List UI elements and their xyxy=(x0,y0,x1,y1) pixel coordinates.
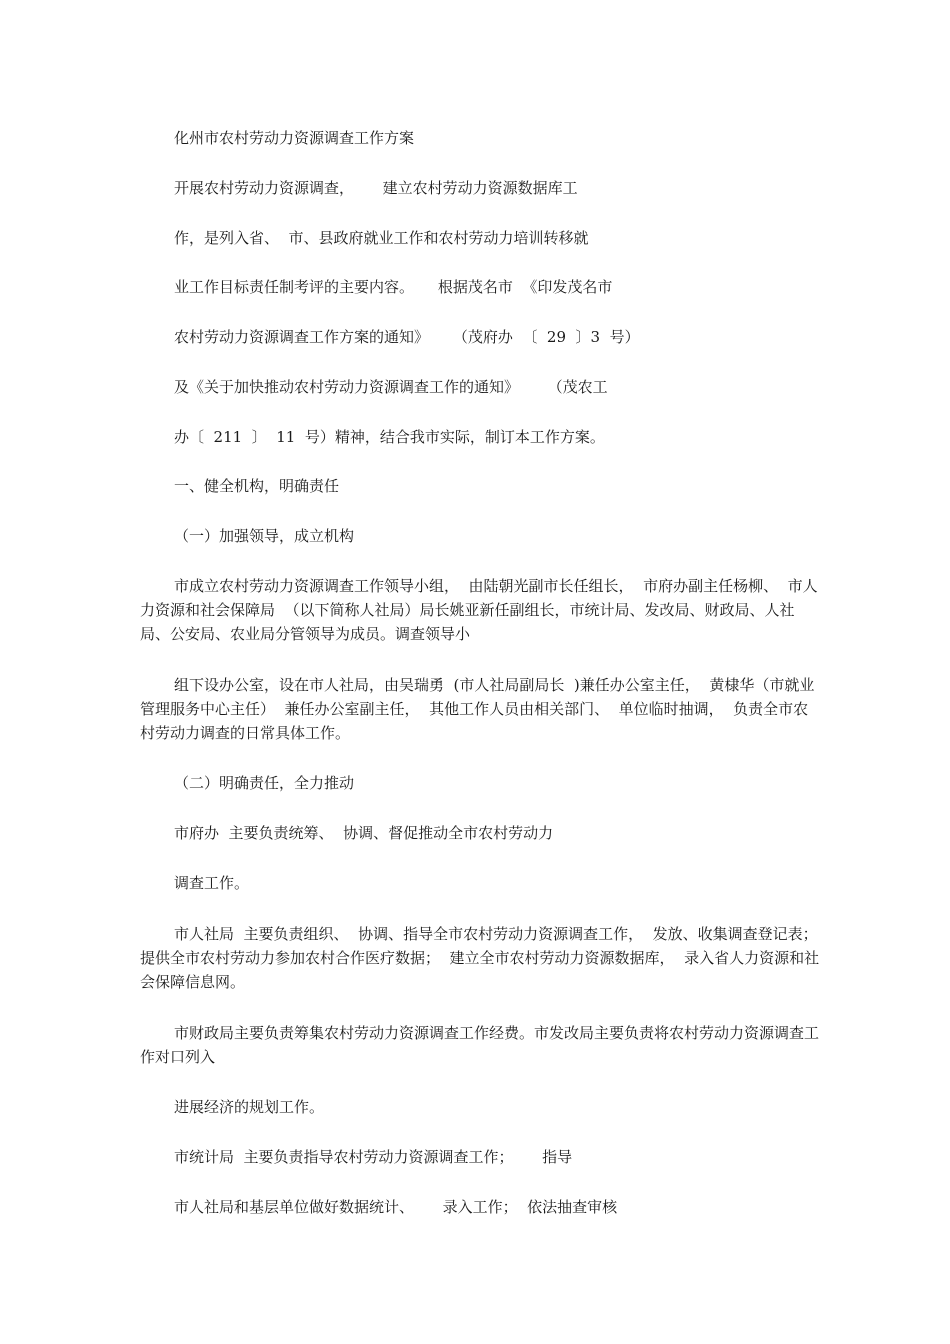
paragraph-office: 组下设办公室，设在市人社局，由吴瑞勇 (市人社局副局长 )兼任办公室主任， 黄棣华（市就业管理服务中心主任） 兼任办公室副主任， 其他工作人员由相关部门、 单位临时抽调， 负责全市农村劳动力调查的日常具体工作。 xyxy=(140,676,815,742)
subsection-heading-1: （一）加强领导，成立机构 xyxy=(174,527,355,545)
section-heading-1: 一、健全机构，明确责任 xyxy=(174,477,340,495)
intro-line-2: 作，是列入省、 市、县政府就业工作和农村劳动力培训转移就 xyxy=(174,229,589,247)
paragraph-leading-group: 市成立农村劳动力资源调查工作领导小组， 由陆朝光副市长任组长， 市府办副主任杨柳、 市人力资源和社会保障局 （以下简称人社局）局长姚亚新任副组长，市统计局、发改局、财政局、人社局、公安局、农业局分管领导为成员。调查领导小 xyxy=(140,577,818,643)
shifuban-line: 市府办 主要负责统筹、 协调、督促推动全市农村劳动力 xyxy=(174,824,554,842)
subsection-heading-2: （二）明确责任，全力推动 xyxy=(174,774,355,792)
tongji-line-2: 市人社局和基层单位做好数据统计、 录入工作； 依法抽查审核 xyxy=(174,1198,618,1216)
intro-line-6: 办〔 211 〕 11 号）精神，结合我市实际，制订本工作方案。 xyxy=(174,428,605,446)
intro-line-5: 及《关于加快推动农村劳动力资源调查工作的通知》 （茂农工 xyxy=(174,378,608,396)
intro-line-4: 农村劳动力资源调查工作方案的通知》 （茂府办 〔 29 〕3 号） xyxy=(174,328,640,346)
document-title: 化州市农村劳动力资源调查工作方案 xyxy=(174,129,415,147)
paragraph-renshe: 市人社局 主要负责组织、 协调、指导全市农村劳动力资源调查工作， 发放、收集调查登记表； 提供全市农村劳动力参加农村合作医疗数据； 建立全市农村劳动力资源数据库， 录入省人力资源和社会保障信息网。 xyxy=(140,925,828,991)
shifuban-continuation: 调查工作。 xyxy=(174,874,250,892)
paragraph-caizheng: 市财政局主要负责筹集农村劳动力资源调查工作经费。市发改局主要负责将农村劳动力资源调查工作对口列入 xyxy=(140,1024,820,1066)
intro-line-1: 开展农村劳动力资源调查， 建立农村劳动力资源数据库工 xyxy=(174,179,578,197)
tongji-line-1: 市统计局 主要负责指导农村劳动力资源调查工作； 指导 xyxy=(174,1148,573,1166)
intro-line-3: 业工作目标责任制考评的主要内容。 根据茂名市 《印发茂名市 xyxy=(174,278,613,296)
fazhan-continuation: 进展经济的规划工作。 xyxy=(174,1098,325,1116)
